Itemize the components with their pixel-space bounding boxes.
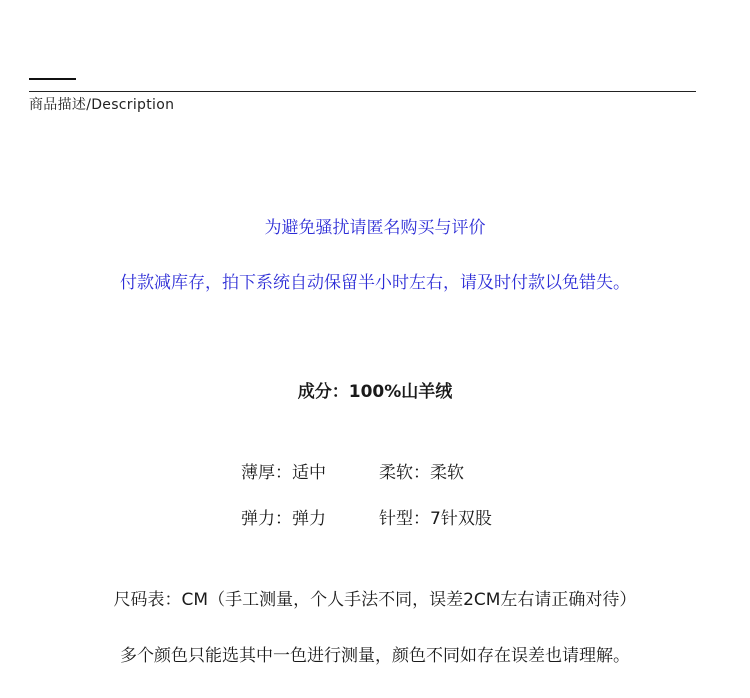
payment-notice: 付款减库存，拍下系统自动保留半小时左右，请及时付款以免错失。 [120,273,630,293]
header-accent-rule [29,78,76,80]
composition-label: 成分：100%山羊绒 [297,382,453,402]
thickness-attribute: 薄厚：适中 [241,463,326,483]
section-title: 商品描述/Description [29,97,175,113]
elasticity-attribute: 弹力：弹力 [241,509,326,529]
softness-attribute: 柔软：柔软 [379,463,464,483]
stitch-attribute: 针型：7针双股 [379,509,492,529]
header-divider [29,91,696,92]
color-measurement-note: 多个颜色只能选其中一色进行测量，颜色不同如存在误差也请理解。 [120,646,630,666]
anonymous-purchase-notice: 为避免骚扰请匿名购买与评价 [264,218,486,238]
size-chart-note: 尺码表：CM（手工测量，个人手法不同，误差2CM左右请正确对待） [113,590,637,610]
